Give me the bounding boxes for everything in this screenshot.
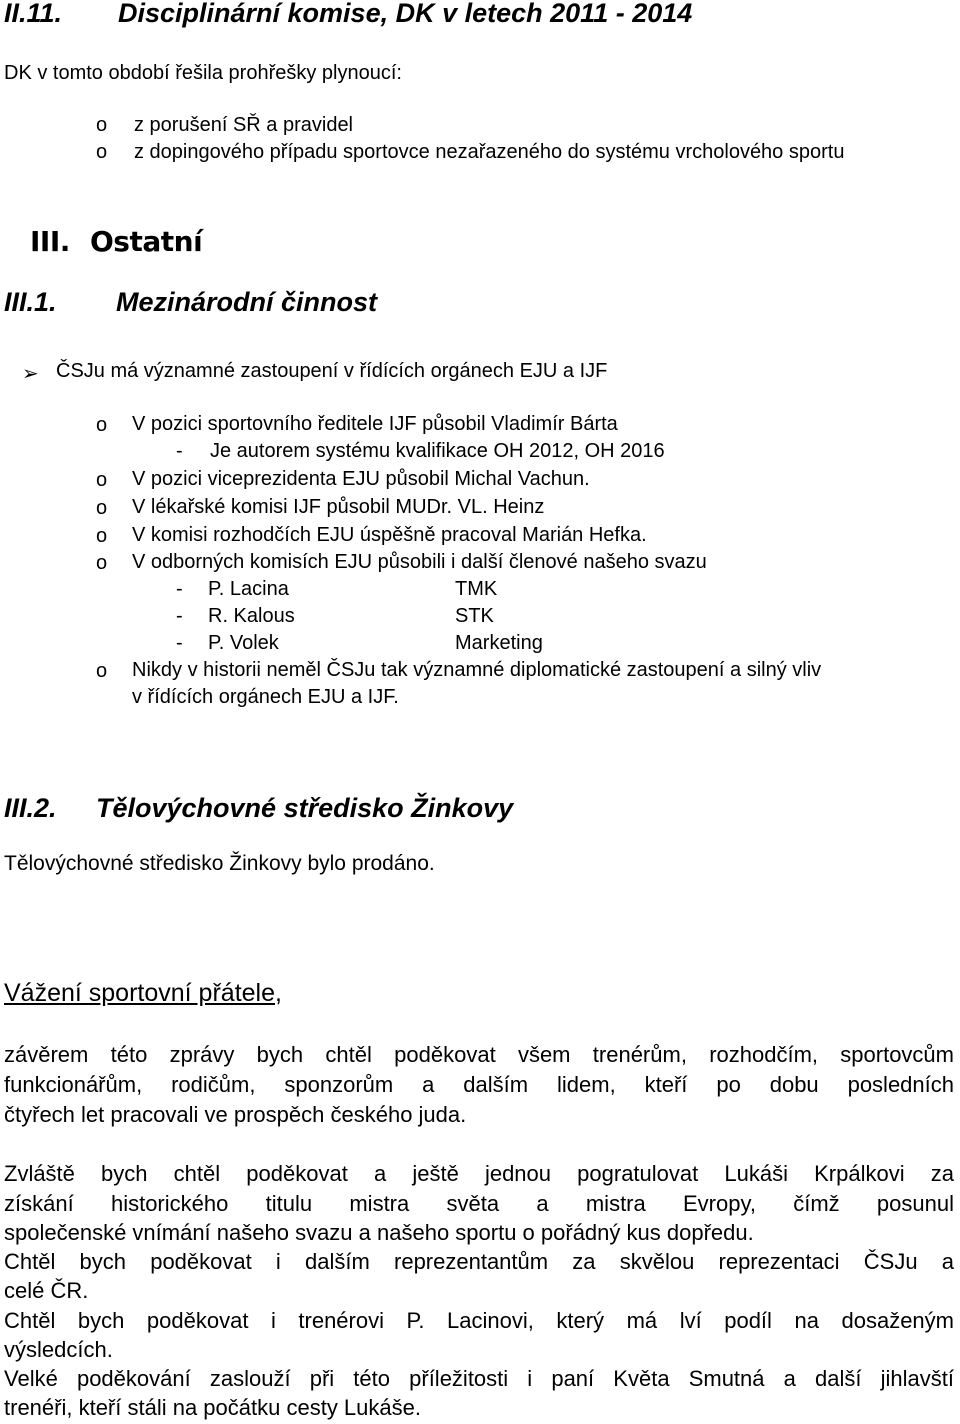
member-role: TMK xyxy=(455,578,498,600)
paragraph-line: funkcionářům, rodičům, sponzorům a dalším lidem, kteří po dobu posledních xyxy=(4,1072,954,1097)
member-name: R. Kalous xyxy=(208,605,295,627)
bullet-marker: o xyxy=(96,414,108,436)
paragraph-line: Chtěl bych poděkovat i dalším reprezentantům za skvělou reprezentaci ČSJu a xyxy=(4,1249,954,1274)
section-2-11-title: Disciplinární komise, DK v letech 2011 - 2014 xyxy=(118,0,693,28)
salutation-text: Vážení sportovní přátele xyxy=(4,979,275,1007)
section-2-11-number: II.11. xyxy=(4,0,63,28)
list-item: z porušení SŘ a pravidel xyxy=(134,114,354,136)
bullet-marker: o xyxy=(96,660,108,682)
bullet-marker: o xyxy=(96,469,108,491)
paragraph-line: výsledcích. xyxy=(4,1337,113,1362)
section-2-11-intro: DK v tomto období řešila prohřešky plynoucí: xyxy=(4,62,402,84)
list-item: z dopingového případu sportovce nezařazeného do systému vrcholového sportu xyxy=(134,141,845,163)
list-item-continuation: v řídících orgánech EJU a IJF. xyxy=(132,686,399,708)
bullet-marker: o xyxy=(96,114,108,136)
paragraph-line: Zvláště bych chtěl poděkovat a ještě jednou pogratulovat Lukáši Krpálkovi za xyxy=(4,1161,954,1186)
bullet-marker: o xyxy=(96,552,108,574)
section-3-number: III. xyxy=(30,225,70,258)
bullet-marker: o xyxy=(96,497,108,519)
paragraph-line: čtyřech let pracovali ve prospěch českého juda. xyxy=(4,1102,467,1127)
paragraph-line: Velké poděkování zaslouží při této příležitosti i paní Květa Smutná a další jihlavští xyxy=(4,1366,954,1391)
section-3-2-number: III.2. xyxy=(4,793,57,823)
paragraph-line: získání historického titulu mistra světa a mistra Evropy, čímž posunul xyxy=(4,1191,954,1216)
salutation xyxy=(4,979,282,1008)
section-3-2-text: Tělovýchovné středisko Žinkovy bylo prodáno. xyxy=(4,852,435,875)
dash-marker: - xyxy=(176,605,183,627)
member-name: P. Lacina xyxy=(208,578,289,600)
member-role: Marketing xyxy=(455,632,543,654)
paragraph-line: Chtěl bych poděkovat i trenérovi P. Lacinovi, který má lví podíl na dosaženým xyxy=(4,1308,954,1333)
list-item: V pozici sportovního ředitele IJF působil Vladimír Bárta xyxy=(132,413,618,435)
paragraph-line: celé ČR. xyxy=(4,1278,89,1303)
list-item: V pozici viceprezidenta EJU působil Michal Vachun. xyxy=(132,468,590,490)
arrow-bullet-icon: ➢ xyxy=(22,363,39,385)
section-3-1-number: III.1. xyxy=(4,287,57,317)
list-item: Nikdy v historii neměl ČSJu tak významné diplomatické zastoupení a silný vliv xyxy=(132,659,822,681)
section-3-1-title: Mezinárodní činnost xyxy=(116,287,378,317)
list-item: V odborných komisích EJU působili i další členové našeho svazu xyxy=(132,551,707,573)
dash-marker: - xyxy=(176,632,183,654)
arrow-item-text: ČSJu má významné zastoupení v řídících orgánech EJU a IJF xyxy=(56,360,608,382)
paragraph-line: závěrem této zprávy bych chtěl poděkovat všem trenérům, rozhodčím, sportovcům xyxy=(4,1042,954,1067)
member-name: P. Volek xyxy=(208,632,279,654)
salutation-comma: , xyxy=(275,979,282,1007)
bullet-marker: o xyxy=(96,141,108,163)
paragraph-line: trenéři, kteří stáli na počátku cesty Lukáše. xyxy=(4,1395,421,1420)
dash-marker: - xyxy=(176,578,183,600)
paragraph-line: společenské vnímání našeho svazu a našeho sportu o pořádný kus dopředu. xyxy=(4,1220,754,1245)
sub-list-item: Je autorem systému kvalifikace OH 2012, OH 2016 xyxy=(210,440,665,462)
member-role: STK xyxy=(455,605,494,627)
section-3-2-title: Tělovýchovné středisko Žinkovy xyxy=(96,793,514,823)
dash-marker: - xyxy=(176,440,183,462)
bullet-marker: o xyxy=(96,525,108,547)
section-3-title: Ostatní xyxy=(90,225,203,258)
list-item: V komisi rozhodčích EJU úspěšně pracoval Marián Hefka. xyxy=(132,524,647,546)
list-item: V lékařské komisi IJF působil MUDr. VL. Heinz xyxy=(132,496,545,518)
